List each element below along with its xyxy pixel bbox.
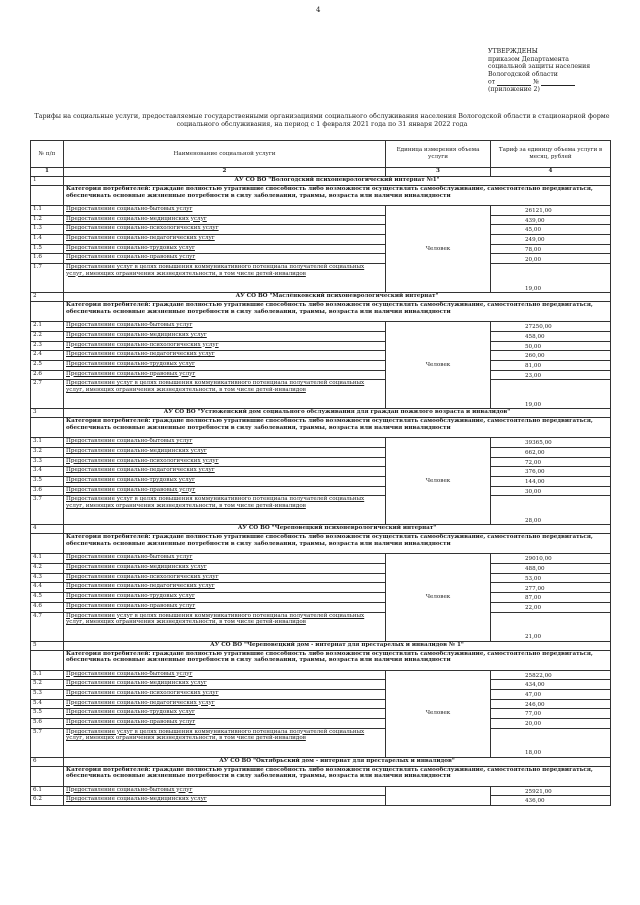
service-code: 1.5 [31, 244, 64, 254]
table-row [31, 331, 611, 341]
tariff-value: 72,00 [491, 457, 611, 467]
tariff-value: 28,00 [491, 496, 611, 525]
tariff-value: 19,00 [491, 264, 611, 293]
unit-label: Человек [425, 245, 451, 252]
table-row [31, 467, 611, 477]
table-row [31, 680, 611, 690]
tariff-value: 77,00 [491, 709, 611, 719]
table-row [31, 351, 611, 361]
unit-cell [386, 670, 491, 757]
service-code: 4.7 [31, 612, 64, 641]
document-title: Тарифы на социальные услуги, предоставляемые государственными организациями социального обслуживания населения Вологодской области в стационарной форме социального обслуживания, на период с 1 февраля 2021 года по 31 января 2022 года [34, 112, 610, 128]
org-number: 1 [31, 177, 64, 186]
service-name: Предоставление услуг в целях повышения коммуникативного потенциала получателей социальных услуг, имеющих ограничения жизнедеятельности, в том числе детей-инвалидов [64, 496, 386, 525]
org-number: 4 [31, 525, 64, 534]
service-name: Предоставление социально-трудовых услуг [64, 709, 386, 719]
service-code: 1.1 [31, 206, 64, 216]
tariff-value: 249,00 [491, 235, 611, 245]
service-name: Предоставление услуг в целях повышения коммуникативного потенциала получателей социальных услуг, имеющих ограничения жизнедеятельности, в том числе детей-инвалидов [64, 612, 386, 641]
tariff-value: 21,00 [491, 612, 611, 641]
header-num: № п/п [31, 141, 64, 168]
category-text: Категория потребителей: граждане полностью утратившие способность либо возможности осуществлять самообслуживание, самостоятельно передвигаться, обеспечивать основные жизненные потребности в силу заболевания, травмы, возраста или наличия инвалидности [64, 302, 611, 322]
category-row [31, 418, 611, 438]
approval-number-prefix: № [533, 78, 539, 86]
service-code: 3.4 [31, 467, 64, 477]
table-row [31, 709, 611, 719]
col-number: 4 [491, 168, 611, 177]
tariff-value: 488,00 [491, 564, 611, 574]
table-row [31, 215, 611, 225]
table-row [31, 593, 611, 603]
service-name: Предоставление социально-бытовых услуг [64, 670, 386, 680]
category-row [31, 534, 611, 554]
table-row [31, 786, 611, 796]
table-row [31, 370, 611, 380]
org-title: АУ СО ВО "Маслёнковский психоневрологический интернат" [64, 293, 611, 302]
category-text: Категория потребителей: граждане полностью утратившие способность либо возможности осуществлять самообслуживание, самостоятельно передвигаться, обеспечивать основные жизненные потребности в силу заболевания, травмы, возраста или наличия инвалидности [64, 534, 611, 554]
service-name: Предоставление социально-психологических услуг [64, 457, 386, 467]
org-title: АУ СО ВО "Октябрьский дом - интернат для престарелых и инвалидов" [64, 757, 611, 766]
service-code: 4.4 [31, 583, 64, 593]
table-header-row [31, 141, 611, 168]
tariff-value: 376,00 [491, 467, 611, 477]
service-code: 5.6 [31, 718, 64, 728]
approval-line: Вологодской области [488, 70, 558, 78]
service-code: 2.2 [31, 331, 64, 341]
header-tariff: Тариф за единицу объема услуги в месяц, рублей [491, 141, 611, 168]
tariff-value: 25921,00 [491, 786, 611, 796]
table-row [31, 254, 611, 264]
tariff-value: 458,00 [491, 331, 611, 341]
service-code: 1.3 [31, 225, 64, 235]
table-row [31, 602, 611, 612]
header-name: Наименование социальной услуги [64, 141, 386, 168]
unit-label: Человек [425, 594, 451, 601]
approval-line: УТВЕРЖДЕНЫ [488, 48, 538, 55]
service-name: Предоставление социально-бытовых услуг [64, 554, 386, 564]
unit-cell [386, 206, 491, 293]
service-name: Предоставление социально-бытовых услуг [64, 206, 386, 216]
service-code: 2.3 [31, 341, 64, 351]
service-name: Предоставление социально-педагогических услуг [64, 235, 386, 245]
table-row [31, 457, 611, 467]
handwritten-date-mark [497, 78, 531, 86]
unit-label: Человек [425, 478, 451, 485]
col-number: 1 [31, 168, 64, 177]
category-blank [31, 186, 64, 206]
table-row [31, 225, 611, 235]
service-code: 5.7 [31, 728, 64, 757]
service-name: Предоставление социально-правовых услуг [64, 718, 386, 728]
service-name: Предоставление социально-медицинских услуг [64, 680, 386, 690]
approval-line: (приложение 2) [488, 86, 540, 94]
tariff-table [30, 140, 611, 806]
service-code: 4.2 [31, 564, 64, 574]
tariff-value: 23,00 [491, 370, 611, 380]
org-row [31, 757, 611, 766]
service-code: 2.6 [31, 370, 64, 380]
table-row [31, 689, 611, 699]
tariff-value: 27250,00 [491, 322, 611, 332]
service-code: 1.2 [31, 215, 64, 225]
table-row [31, 235, 611, 245]
service-code: 1.7 [31, 264, 64, 293]
service-code: 6.1 [31, 786, 64, 796]
service-code: 3.7 [31, 496, 64, 525]
service-name: Предоставление социально-трудовых услуг [64, 477, 386, 487]
tariff-value: 662,00 [491, 447, 611, 457]
service-name: Предоставление социально-трудовых услуг [64, 360, 386, 370]
table-row [31, 438, 611, 448]
service-code: 3.3 [31, 457, 64, 467]
service-name: Предоставление социально-трудовых услуг [64, 593, 386, 603]
tariff-value: 26121,00 [491, 206, 611, 216]
table-row [31, 573, 611, 583]
table-row [31, 486, 611, 496]
unit-cell [386, 438, 491, 525]
service-code: 3.1 [31, 438, 64, 448]
category-row [31, 186, 611, 206]
approval-line: приказом Департамента [488, 55, 569, 63]
service-name: Предоставление социально-правовых услуг [64, 602, 386, 612]
header-unit: Единица измерения объема услуги [386, 141, 491, 168]
unit-cell [386, 554, 491, 641]
service-name: Предоставление социально-педагогических услуг [64, 351, 386, 361]
service-name: Предоставление социально-бытовых услуг [64, 438, 386, 448]
tariff-value: 22,00 [491, 602, 611, 612]
category-blank [31, 534, 64, 554]
tariff-value: 436,00 [491, 796, 611, 806]
approval-date-prefix: от [488, 78, 496, 86]
service-name: Предоставление услуг в целях повышения коммуникативного потенциала получателей социальных услуг, имеющих ограничения жизнедеятельности, в том числе детей-инвалидов [64, 380, 386, 409]
service-code: 4.1 [31, 554, 64, 564]
service-name: Предоставление социально-медицинских услуг [64, 447, 386, 457]
service-name: Предоставление социально-психологических услуг [64, 573, 386, 583]
table-row [31, 728, 611, 757]
tariff-value: 47,00 [491, 689, 611, 699]
category-blank [31, 418, 64, 438]
service-code: 3.2 [31, 447, 64, 457]
org-row [31, 641, 611, 650]
category-text: Категория потребителей: граждане полностью утратившие способность либо возможности осуществлять самообслуживание, самостоятельно передвигаться, обеспечивать основные жизненные потребности в силу заболевания, травмы, возраста или наличия инвалидности [64, 766, 611, 786]
unit-label: Человек [425, 361, 451, 368]
service-code: 4.6 [31, 602, 64, 612]
service-name: Предоставление услуг в целях повышения коммуникативного потенциала получателей социальных услуг, имеющих ограничения жизнедеятельности, в том числе детей-инвалидов [64, 264, 386, 293]
org-row [31, 409, 611, 418]
handwritten-number-mark [541, 78, 575, 86]
tariff-value: 19,00 [491, 380, 611, 409]
unit-label: Человек [425, 710, 451, 717]
table-row [31, 477, 611, 487]
service-code: 6.2 [31, 796, 64, 806]
org-title: АУ СО ВО "Череповецкий дом - интернат для престарелых и инвалидов № 1" [64, 641, 611, 650]
tariff-value: 277,00 [491, 583, 611, 593]
org-number: 5 [31, 641, 64, 650]
table-row [31, 496, 611, 525]
service-code: 2.4 [31, 351, 64, 361]
table-row [31, 380, 611, 409]
service-name: Предоставление социально-бытовых услуг [64, 786, 386, 796]
tariff-value: 78,00 [491, 244, 611, 254]
service-code: 4.3 [31, 573, 64, 583]
tariff-value: 260,00 [491, 351, 611, 361]
service-code: 4.5 [31, 593, 64, 603]
column-number-row [31, 168, 611, 177]
service-name: Предоставление социально-правовых услуг [64, 370, 386, 380]
tariff-value: 30,00 [491, 486, 611, 496]
service-code: 2.5 [31, 360, 64, 370]
service-code: 1.6 [31, 254, 64, 264]
page-number: 4 [316, 6, 321, 14]
service-name: Предоставление социально-психологических услуг [64, 225, 386, 235]
table-row [31, 564, 611, 574]
service-code: 2.7 [31, 380, 64, 409]
category-row [31, 302, 611, 322]
table-row [31, 699, 611, 709]
service-name: Предоставление социально-медицинских услуг [64, 215, 386, 225]
table-row [31, 322, 611, 332]
org-number: 3 [31, 409, 64, 418]
tariff-value: 144,00 [491, 477, 611, 487]
tariff-value: 53,00 [491, 573, 611, 583]
service-code: 3.6 [31, 486, 64, 496]
service-name: Предоставление социально-психологических услуг [64, 341, 386, 351]
service-code: 5.2 [31, 680, 64, 690]
table-row [31, 718, 611, 728]
service-name: Предоставление социально-бытовых услуг [64, 322, 386, 332]
unit-cell [386, 322, 491, 409]
approval-date-line [488, 78, 633, 86]
org-number: 6 [31, 757, 64, 766]
category-text: Категория потребителей: граждане полностью утратившие способность либо возможности осуществлять самообслуживание, самостоятельно передвигаться, обеспечивать основные жизненные потребности в силу заболевания, травмы, возраста или наличия инвалидности [64, 418, 611, 438]
unit-cell [386, 786, 491, 805]
tariff-value: 50,00 [491, 341, 611, 351]
service-name: Предоставление социально-педагогических услуг [64, 699, 386, 709]
tariff-value: 439,00 [491, 215, 611, 225]
service-name: Предоставление социально-педагогических услуг [64, 467, 386, 477]
tariff-value: 81,00 [491, 360, 611, 370]
tariff-value: 18,00 [491, 728, 611, 757]
table-row [31, 264, 611, 293]
service-code: 5.3 [31, 689, 64, 699]
tariff-value: 20,00 [491, 718, 611, 728]
service-name: Предоставление услуг в целях повышения коммуникативного потенциала получателей социальных услуг, имеющих ограничения жизнедеятельности, в том числе детей-инвалидов [64, 728, 386, 757]
service-code: 5.4 [31, 699, 64, 709]
org-title: АУ СО ВО "Череповецкий психоневрологический интернат" [64, 525, 611, 534]
service-name: Предоставление социально-психологических услуг [64, 689, 386, 699]
tariff-value: 29010,00 [491, 554, 611, 564]
tariff-value: 25822,00 [491, 670, 611, 680]
approval-line: социальной защиты населения [488, 63, 591, 71]
tariff-value: 45,00 [491, 225, 611, 235]
org-number: 2 [31, 293, 64, 302]
category-blank [31, 650, 64, 670]
category-row [31, 766, 611, 786]
org-row [31, 293, 611, 302]
tariff-value: 87,00 [491, 593, 611, 603]
table-row [31, 583, 611, 593]
table-row [31, 341, 611, 351]
service-code: 1.4 [31, 235, 64, 245]
table-row [31, 447, 611, 457]
service-name: Предоставление социально-медицинских услуг [64, 564, 386, 574]
service-name: Предоставление социально-медицинских услуг [64, 331, 386, 341]
org-row [31, 525, 611, 534]
col-number: 3 [386, 168, 491, 177]
category-row [31, 650, 611, 670]
table-row [31, 796, 611, 806]
service-code: 5.5 [31, 709, 64, 719]
table-row [31, 670, 611, 680]
service-name: Предоставление социально-педагогических услуг [64, 583, 386, 593]
table-row [31, 206, 611, 216]
org-row [31, 177, 611, 186]
table-row [31, 244, 611, 254]
service-name: Предоставление социально-правовых услуг [64, 486, 386, 496]
tariff-value: 246,00 [491, 699, 611, 709]
col-number: 2 [64, 168, 386, 177]
service-name: Предоставление социально-правовых услуг [64, 254, 386, 264]
category-text: Категория потребителей: граждане полностью утратившие способность либо возможности осуществлять самообслуживание, самостоятельно передвигаться, обеспечивать основные жизненные потребности в силу заболевания, травмы, возраста или наличия инвалидности [64, 186, 611, 206]
table-row [31, 554, 611, 564]
org-title: АУ СО ВО "Устюженский дом социального обслуживания для граждан пожилого возраста и инвалидов" [64, 409, 611, 418]
table-row [31, 612, 611, 641]
category-blank [31, 302, 64, 322]
service-name: Предоставление социально-медицинских услуг [64, 796, 386, 806]
org-title: АУ СО ВО "Вологодский психоневрологический интернат №1" [64, 177, 611, 186]
approval-stamp [488, 48, 633, 94]
service-code: 2.1 [31, 322, 64, 332]
tariff-value: 20,00 [491, 254, 611, 264]
service-code: 3.5 [31, 477, 64, 487]
service-name: Предоставление социально-трудовых услуг [64, 244, 386, 254]
tariff-value: 39365,00 [491, 438, 611, 448]
service-code: 5.1 [31, 670, 64, 680]
table-row [31, 360, 611, 370]
category-text: Категория потребителей: граждане полностью утратившие способность либо возможности осуществлять самообслуживание, самостоятельно передвигаться, обеспечивать основные жизненные потребности в силу заболевания, травмы, возраста или наличия инвалидности [64, 650, 611, 670]
tariff-value: 434,00 [491, 680, 611, 690]
category-blank [31, 766, 64, 786]
